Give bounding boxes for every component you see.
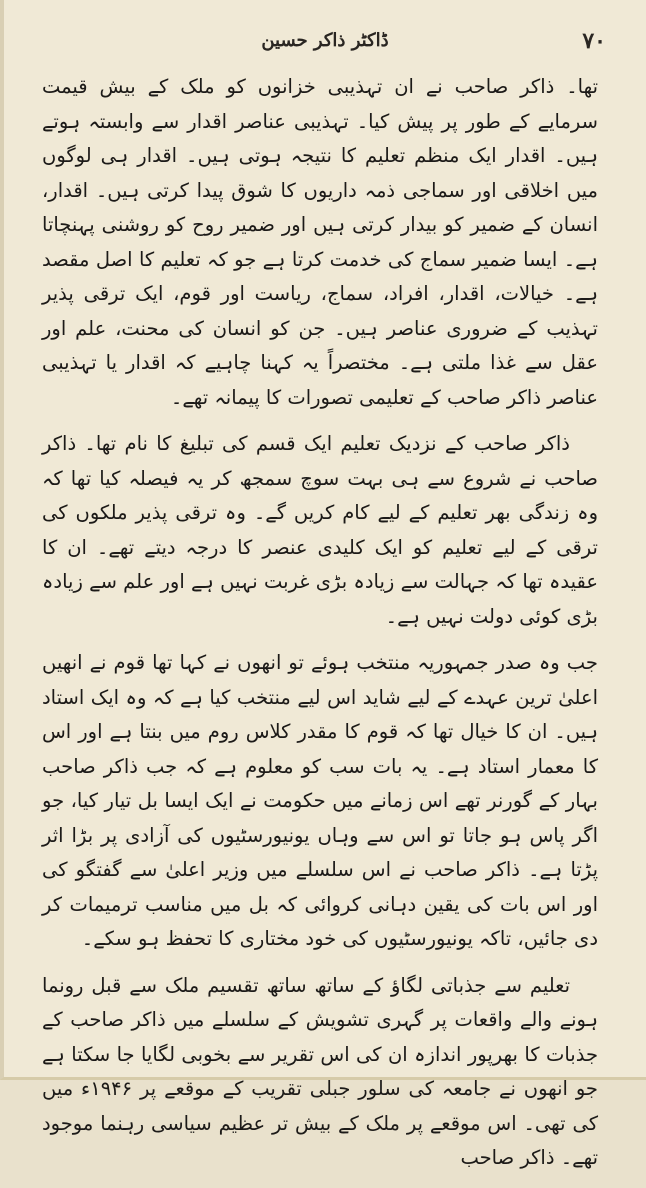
page-number: ۷۰ — [582, 28, 606, 54]
page-body — [42, 70, 598, 1188]
running-head: ڈاکٹر ذاکر حسین — [261, 30, 389, 51]
page-header — [44, 28, 606, 58]
paragraph: ذاکر صاحب کے نزدیک تعلیم ایک قسم کی تبلیغ کا نام تھا۔ ذاکر صاحب نے شروع سے ہی بہت سوچ سمجھ کر یہ فیصلہ کیا تھا کہ وہ زندگی بھر تعلیم کے لیے کام کریں گے۔ وہ ترقی پذیر ملکوں کی ترقی کے لیے تعلیم کو ایک کلیدی عنصر کا درجہ دیتے تھے۔ ان کا عقیدہ تھا کہ جہالت سے زیادہ بڑی غربت نہیں ہے اور علم سے زیادہ بڑی کوئی دولت نہیں ہے۔ — [42, 432, 598, 628]
paragraph: تھا۔ ذاکر صاحب نے ان تہذیبی خزانوں کو ملک کے بیش قیمت سرمایے کے طور پر پیش کیا۔ تہذیبی عناصر اقدار سے وابستہ ہوتے ہیں۔ اقدار ایک منظم تعلیم کا نتیجہ ہوتی ہیں۔ اقدار ہی لوگوں میں اخلاقی اور سماجی ذمہ داریوں کا شوق پیدا کرتی ہیں۔ اقدار، انسان کے ضمیر کو بیدار کرتی ہیں اور ضمیر روح کو روشنی پہنچاتا ہے۔ ایسا ضمیر سماج کی خدمت کرتا ہے جو کہ تعلیم کا اصل مقصد ہے۔ خیالات، اقدار، افراد، سماج، ریاست اور قوم، ایک ترقی پذیر تہذیب کے ضروری عناصر ہیں۔ جن کو انسان کی محنت، علم اور عقل سے غذا ملتی ہے۔ مختصراً یہ کہنا چاہیے کہ اقدار یا تہذیبی عناصر ذاکر صاحب کے تعلیمی تصورات کا پیمانہ تھے۔ — [42, 75, 598, 409]
paragraph: تعلیم سے جذباتی لگاؤ کے ساتھ ساتھ تقسیم ملک سے قبل رونما ہونے والے واقعات پر گہری تشویش کے سلسلے میں ذاکر صاحب کے جذبات کا بھرپور اندازہ ان کی اس تقریر سے بخوبی لگایا جا سکتا ہے جو انھوں نے جامعہ کی سلور جبلی تقریب کے موقعے پر ۱۹۴۶ء میں کی تھی۔ اس موقعے پر ملک کے بیش تر عظیم سیاسی رہنما موجود تھے۔ ذاکر صاحب — [42, 973, 598, 1169]
paragraph: جب وہ صدر جمہوریہ منتخب ہوئے تو انھوں نے کہا تھا قوم نے انھیں اعلیٰ ترین عہدے کے لیے شاید اس لیے منتخب کیا ہے کہ وہ ایک استاد ہیں۔ ان کا خیال تھا کہ قوم کا مقدر کلاس روم میں بنتا ہے اور اس کا معمار استاد ہے۔ یہ بات سب کو معلوم ہے کہ جب ذاکر صاحب بہار کے گورنر تھے اس زمانے میں حکومت نے ایک ایسا بل تیار کیا، جو اگر پاس ہو جاتا تو اس سے وہاں یونیورسٹیوں کی آزادی پر بڑا اثر پڑتا ہے۔ ذاکر صاحب نے اس سلسلے میں وزیر اعلیٰ سے گفتگو کی اور اس بات کی یقین دہانی کروائی کہ بل میں مناسب ترمیمات کر دی جائیں، تاکہ یونیورسٹیوں کی خود مختاری کا تحفظ ہو سکے۔ — [42, 651, 598, 950]
